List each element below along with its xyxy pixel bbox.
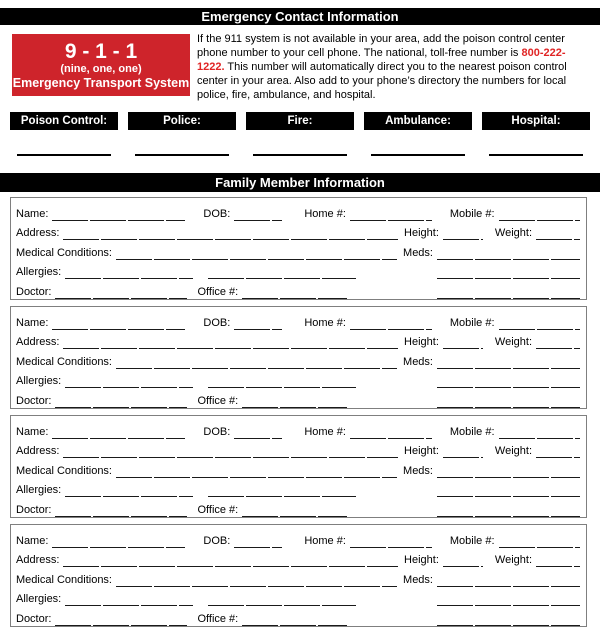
doctor-label: Doctor: xyxy=(16,285,52,298)
mobile-phone-fill-line[interactable] xyxy=(499,317,580,330)
allergies-label: Allergies: xyxy=(16,266,62,279)
911-box xyxy=(12,34,190,96)
allergies-fill-line-2[interactable] xyxy=(208,375,356,388)
allergies-row xyxy=(16,369,580,389)
911-subtitle: Emergency Transport System xyxy=(12,75,190,90)
office-phone-fill-line[interactable] xyxy=(242,395,347,408)
doctor-fill-line[interactable] xyxy=(55,286,187,299)
mobile-phone-fill-line[interactable] xyxy=(499,208,580,221)
name-row xyxy=(16,528,580,548)
medical-row xyxy=(16,240,580,260)
allergies-fill-line[interactable] xyxy=(65,266,193,279)
dob-label: DOB: xyxy=(203,316,231,329)
height-fill-line[interactable] xyxy=(443,336,483,349)
emergency-contact-form xyxy=(0,8,600,627)
doctor-fill-line[interactable] xyxy=(55,395,187,408)
emergency-numbers-fill-lines xyxy=(10,154,590,156)
allergies-fill-line[interactable] xyxy=(65,593,193,606)
allergies-fill-line-2[interactable] xyxy=(208,484,356,497)
hospital-fill-line[interactable] xyxy=(489,154,583,156)
allergies-row xyxy=(16,587,580,607)
allergies-row xyxy=(16,260,580,280)
family-member-box-4 xyxy=(10,524,587,627)
medical-conditions-fill-line[interactable] xyxy=(116,247,397,260)
allergies-fill-line[interactable] xyxy=(65,375,193,388)
medical-conditions-fill-line[interactable] xyxy=(116,356,397,369)
meds-fill-line[interactable] xyxy=(437,356,580,369)
dob-label: DOB: xyxy=(203,207,231,220)
doctor-row xyxy=(16,279,580,299)
medical-conditions-label: Medical Conditions: xyxy=(16,355,112,368)
poison-control-instructions xyxy=(197,32,585,102)
address-fill-line[interactable] xyxy=(63,554,398,567)
meds-fill-line[interactable] xyxy=(437,465,580,478)
weight-fill-line[interactable] xyxy=(536,336,580,349)
mobile-phone-label: Mobile #: xyxy=(449,534,495,547)
emergency-section-header: Emergency Contact Information xyxy=(0,8,600,25)
name-label: Name: xyxy=(16,207,49,220)
meds-fill-line-3[interactable] xyxy=(437,613,580,626)
home-phone-label: Home #: xyxy=(304,425,346,438)
mobile-phone-label: Mobile #: xyxy=(449,207,495,220)
home-phone-fill-line[interactable] xyxy=(350,208,432,221)
911-number: 9 - 1 - 1 xyxy=(64,39,138,63)
name-fill-line[interactable] xyxy=(52,426,185,439)
address-label: Address: xyxy=(16,227,60,240)
allergies-label: Allergies: xyxy=(16,484,62,497)
name-label: Name: xyxy=(16,534,49,547)
name-row xyxy=(16,201,580,221)
height-fill-line[interactable] xyxy=(443,227,483,240)
office-phone-label: Office #: xyxy=(197,503,239,516)
weight-label: Weight: xyxy=(494,554,532,567)
weight-label: Weight: xyxy=(494,445,532,458)
height-label: Height: xyxy=(404,554,439,567)
dob-fill-line[interactable] xyxy=(234,426,282,439)
allergies-label: Allergies: xyxy=(16,375,62,388)
poison-control-fill-line[interactable] xyxy=(17,154,111,156)
poison-control-phone-number: 800-222-1222. xyxy=(197,47,566,74)
emergency-numbers-labels xyxy=(10,112,590,130)
name-label: Name: xyxy=(16,316,49,329)
meds-fill-line-2[interactable] xyxy=(437,375,580,388)
office-phone-fill-line[interactable] xyxy=(242,613,347,626)
medical-conditions-fill-line[interactable] xyxy=(116,465,397,478)
weight-fill-line[interactable] xyxy=(536,445,580,458)
home-phone-fill-line[interactable] xyxy=(350,535,432,548)
weight-label: Weight: xyxy=(494,227,532,240)
fire-fill-line[interactable] xyxy=(253,154,347,156)
name-label: Name: xyxy=(16,425,49,438)
office-phone-fill-line[interactable] xyxy=(242,286,347,299)
mobile-phone-label: Mobile #: xyxy=(449,316,495,329)
meds-fill-line-2[interactable] xyxy=(437,266,580,279)
weight-fill-line[interactable] xyxy=(536,227,580,240)
height-label: Height: xyxy=(404,336,439,349)
address-label: Address: xyxy=(16,336,60,349)
allergies-fill-line[interactable] xyxy=(65,484,193,497)
meds-label: Meds: xyxy=(403,246,433,259)
medical-row xyxy=(16,567,580,587)
dob-label: DOB: xyxy=(203,425,231,438)
doctor-row xyxy=(16,388,580,408)
allergies-fill-line-2[interactable] xyxy=(208,593,356,606)
name-fill-line[interactable] xyxy=(52,208,185,221)
address-fill-line[interactable] xyxy=(63,445,398,458)
doctor-row xyxy=(16,606,580,626)
doctor-fill-line[interactable] xyxy=(55,613,187,626)
ambulance-line-cell xyxy=(364,154,472,156)
home-phone-fill-line[interactable] xyxy=(350,317,432,330)
meds-fill-line-3[interactable] xyxy=(437,286,580,299)
address-row xyxy=(16,439,580,459)
home-phone-label: Home #: xyxy=(304,207,346,220)
doctor-fill-line[interactable] xyxy=(55,504,187,517)
poison-control-line-cell xyxy=(10,154,118,156)
address-label: Address: xyxy=(16,554,60,567)
home-phone-label: Home #: xyxy=(304,316,346,329)
911-number-words: (nine, one, one) xyxy=(60,62,142,75)
police-fill-line[interactable] xyxy=(135,154,229,156)
name-row xyxy=(16,310,580,330)
office-phone-fill-line[interactable] xyxy=(242,504,347,517)
doctor-label: Doctor: xyxy=(16,503,52,516)
office-phone-label: Office #: xyxy=(197,285,239,298)
address-row xyxy=(16,330,580,350)
weight-fill-line[interactable] xyxy=(536,554,580,567)
family-member-box-3 xyxy=(10,415,587,518)
contact-label-fire: Fire: xyxy=(246,112,354,130)
home-phone-fill-line[interactable] xyxy=(350,426,432,439)
instructions-text-before: If the 911 system is not available in your area, add the poison control center phone number to your cell phone. The national, toll-free number is xyxy=(197,33,565,60)
allergies-row xyxy=(16,478,580,498)
instructions-text-after: This number will automatically direct you to the nearest poison control center in your area. Also add to your phone’s directory the numbers for local police, fire, ambulance, and hospital. xyxy=(197,61,567,102)
fire-line-cell xyxy=(246,154,354,156)
dob-fill-line[interactable] xyxy=(234,535,282,548)
allergies-fill-line-2[interactable] xyxy=(208,266,356,279)
dob-label: DOB: xyxy=(203,534,231,547)
mobile-phone-fill-line[interactable] xyxy=(499,426,580,439)
family-member-box-2 xyxy=(10,306,587,409)
meds-label: Meds: xyxy=(403,464,433,477)
meds-fill-line[interactable] xyxy=(437,574,580,587)
medical-conditions-label: Medical Conditions: xyxy=(16,573,112,586)
meds-label: Meds: xyxy=(403,355,433,368)
meds-label: Meds: xyxy=(403,573,433,586)
mobile-phone-fill-line[interactable] xyxy=(499,535,580,548)
office-phone-label: Office #: xyxy=(197,394,239,407)
mobile-phone-label: Mobile #: xyxy=(449,425,495,438)
meds-fill-line-2[interactable] xyxy=(437,484,580,497)
dob-fill-line[interactable] xyxy=(234,208,282,221)
contact-label-ambulance: Ambulance: xyxy=(364,112,472,130)
doctor-label: Doctor: xyxy=(16,612,52,625)
doctor-row xyxy=(16,497,580,517)
address-row xyxy=(16,221,580,241)
ambulance-fill-line[interactable] xyxy=(371,154,465,156)
address-fill-line[interactable] xyxy=(63,336,398,349)
doctor-label: Doctor: xyxy=(16,394,52,407)
weight-label: Weight: xyxy=(494,336,532,349)
meds-fill-line-3[interactable] xyxy=(437,395,580,408)
medical-conditions-label: Medical Conditions: xyxy=(16,464,112,477)
contact-label-police: Police: xyxy=(128,112,236,130)
family-member-box-1 xyxy=(10,197,587,300)
name-row xyxy=(16,419,580,439)
medical-row xyxy=(16,458,580,478)
home-phone-label: Home #: xyxy=(304,534,346,547)
contact-label-hospital: Hospital: xyxy=(482,112,590,130)
address-row xyxy=(16,548,580,568)
office-phone-label: Office #: xyxy=(197,612,239,625)
height-label: Height: xyxy=(404,445,439,458)
contact-label-poison-control: Poison Control: xyxy=(10,112,118,130)
address-fill-line[interactable] xyxy=(63,227,398,240)
police-line-cell xyxy=(128,154,236,156)
name-fill-line[interactable] xyxy=(52,317,185,330)
address-label: Address: xyxy=(16,445,60,458)
meds-fill-line[interactable] xyxy=(437,247,580,260)
meds-fill-line-2[interactable] xyxy=(437,593,580,606)
medical-row xyxy=(16,349,580,369)
family-section-header: Family Member Information xyxy=(0,173,600,192)
height-label: Height: xyxy=(404,227,439,240)
hospital-line-cell xyxy=(482,154,590,156)
dob-fill-line[interactable] xyxy=(234,317,282,330)
height-fill-line[interactable] xyxy=(443,445,483,458)
intro-section xyxy=(12,32,585,102)
height-fill-line[interactable] xyxy=(443,554,483,567)
medical-conditions-fill-line[interactable] xyxy=(116,574,397,587)
medical-conditions-label: Medical Conditions: xyxy=(16,246,112,259)
allergies-label: Allergies: xyxy=(16,593,62,606)
name-fill-line[interactable] xyxy=(52,535,185,548)
meds-fill-line-3[interactable] xyxy=(437,504,580,517)
